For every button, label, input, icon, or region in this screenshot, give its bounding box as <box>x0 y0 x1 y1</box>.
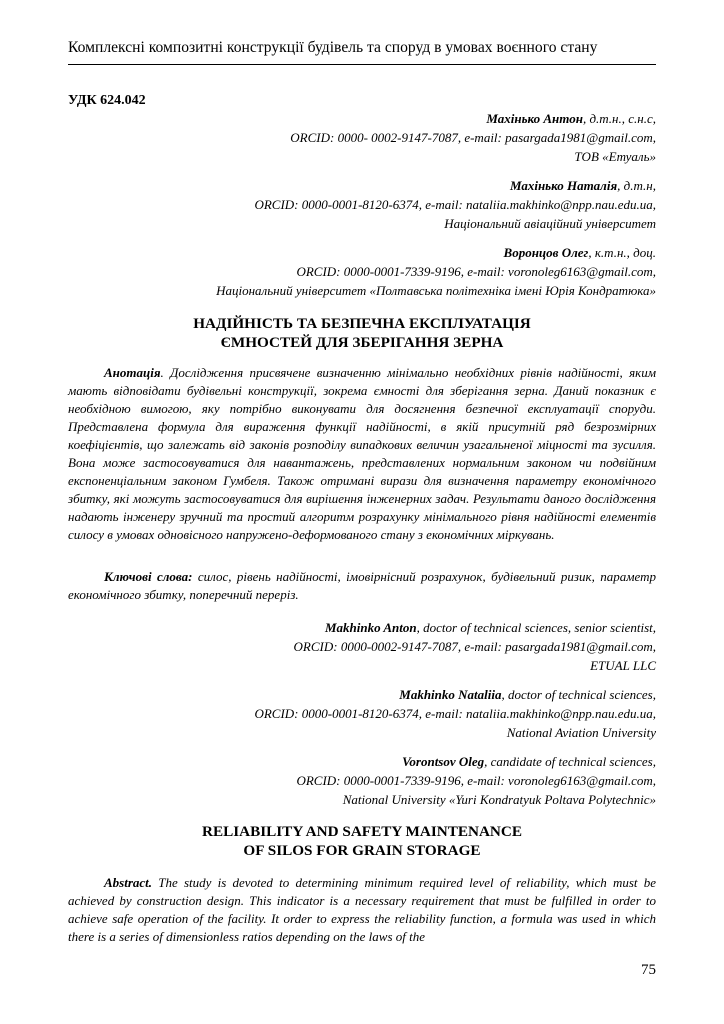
keywords-label: Ключові слова: <box>104 569 193 584</box>
abstract-en <box>68 874 656 946</box>
author-en-1 <box>68 618 656 675</box>
running-header: Комплексні композитні конструкції будівель та споруд в умовах воєнного стану <box>68 38 656 65</box>
author-affiliation: ТОВ «Етуаль» <box>574 149 656 164</box>
author-title: , doctor of technical sciences, <box>501 687 656 702</box>
author-name: Махінько Антон <box>486 111 583 126</box>
keywords-text: силос, рівень надійності, імовірнісний розрахунок, будівельний ризик, параметр економічного збитку, поперечний переріз. <box>68 569 657 602</box>
author-orcid: ORCID: 0000-0002-9147-7087, e-mail: pasargada1981@gmail.com, <box>293 639 656 654</box>
author-affiliation: Національний університет «Полтавська політехніка імені Юрія Кондратюка» <box>216 283 656 298</box>
title-line: RELIABILITY AND SAFETY MAINTENANCE <box>202 823 522 840</box>
author-affiliation: National University «Yuri Kondratyuk Poltava Polytechnic» <box>342 792 656 807</box>
abstract-ua <box>68 364 656 544</box>
author-name: Makhinko Nataliia <box>399 687 502 702</box>
keywords-ua <box>68 568 656 604</box>
paper-title-en <box>68 822 656 860</box>
author-orcid: ORCID: 0000- 0002-9147-7087, e-mail: pasargada1981@gmail.com, <box>290 130 656 145</box>
author-name: Vorontsov Oleg <box>402 754 485 769</box>
abstract-text: . Дослідження присвячене визначенню мінімально необхідних рівнів надійності, яким мають відповідати будівельні конструкції, зокрема ємності для зберігання зерна. Даний показник є необхідною вимогою, яку потрібно виконувати для досягнення безпечної експлуатації споруди. Представлена формула для вираження функції надійності, в якій присутній ряд безрозмірних коефіцієнтів, що залежать від законів розподілу випадкових величин узагальненої міцності та зусилля. Вона може застосовуватися для навантажень, представлених нормальним законом чи подвійним експоненціальним законом Гумбеля. Також отримані вирази для визначення параметру економічного збитку, які можуть застосовуватися для вирішення інженерних задач. Результати даного дослідження надають інженеру зручний та простий алгоритм розрахунку мінімального рівня надійності елементів силосу в умовах одновісного напружено-деформованого стану з економічних міркувань. <box>68 365 656 542</box>
abstract-label: Анотація <box>104 365 161 380</box>
paper-title-ua <box>68 314 656 352</box>
udk-code: УДК 624.042 <box>68 93 146 108</box>
title-line: OF SILOS FOR GRAIN STORAGE <box>243 842 481 859</box>
abstract-label: Abstract. <box>104 875 153 890</box>
title-line: ЄМНОСТЕЙ ДЛЯ ЗБЕРІГАННЯ ЗЕРНА <box>220 334 504 351</box>
author-title: , д.т.н, <box>617 178 656 193</box>
author-name: Makhinko Anton <box>324 620 417 635</box>
author-name: Воронцов Олег <box>503 245 589 260</box>
author-en-2 <box>68 685 656 742</box>
author-name: Махінько Наталія <box>509 178 618 193</box>
author-ua-1 <box>68 109 656 166</box>
author-title: , doctor of technical sciences, senior scientist, <box>416 620 656 635</box>
author-orcid: ORCID: 0000-0001-8120-6374, e-mail: nataliia.makhinko@npp.nau.edu.ua, <box>254 706 656 721</box>
document-page <box>68 0 656 1024</box>
author-title: , д.т.н., с.н.с, <box>582 111 656 126</box>
author-ua-3 <box>68 243 656 300</box>
author-orcid: ORCID: 0000-0001-8120-6374, e-mail: nataliia.makhinko@npp.nau.edu.ua, <box>254 197 656 212</box>
author-orcid: ORCID: 0000-0001-7339-9196, e-mail: voronoleg6163@gmail.com, <box>296 773 656 788</box>
author-title: , к.т.н., доц. <box>588 245 656 260</box>
title-line: НАДІЙНІСТЬ ТА БЕЗПЕЧНА ЕКСПЛУАТАЦІЯ <box>193 315 531 332</box>
author-en-3 <box>68 752 656 809</box>
author-orcid: ORCID: 0000-0001-7339-9196, e-mail: voronoleg6163@gmail.com, <box>296 264 656 279</box>
author-affiliation: ETUAL LLC <box>590 658 656 673</box>
author-title: , candidate of technical sciences, <box>484 754 656 769</box>
author-ua-2 <box>68 176 656 233</box>
abstract-text: The study is devoted to determining minimum required level of reliability, which must be achieved by construction design. This indicator is a necessary requirement that must be fulfilled in order to achieve safe operation of the facility. It order to express the reliability function, a formula was used in which there is a series of dimensionless ratios depending on the laws of the <box>68 875 656 944</box>
page-number: 75 <box>641 962 656 978</box>
author-affiliation: Національний авіаційний університет <box>444 216 656 231</box>
author-affiliation: National Aviation University <box>506 725 656 740</box>
